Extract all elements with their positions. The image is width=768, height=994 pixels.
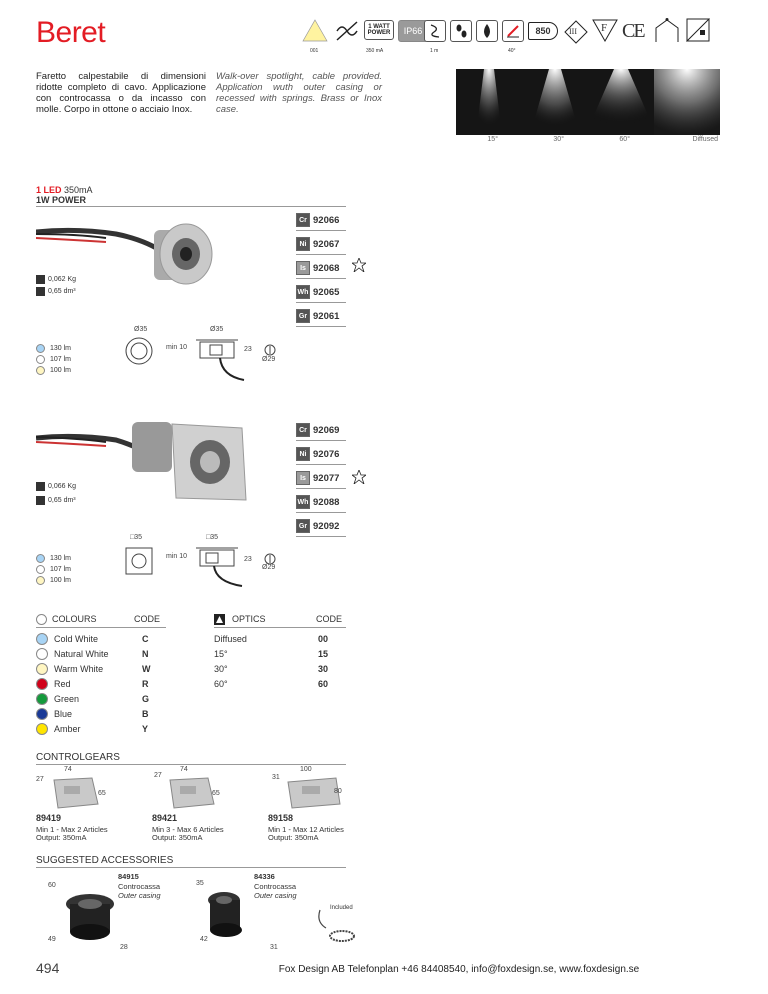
product1-code-row — [296, 306, 346, 326]
optic-row — [214, 661, 346, 676]
load-850-value: 850 — [535, 26, 551, 36]
finish-tag: Is — [296, 261, 310, 275]
beam-image-15 — [456, 69, 522, 135]
colour-name: Amber — [54, 723, 81, 734]
row-divider — [296, 536, 346, 537]
footer-text: Fox Design AB Telefonplan +46 84408540, info@foxdesign.se, www.foxdesign.se — [278, 964, 640, 975]
product-code: 92066 — [313, 214, 340, 226]
cold-white-swatch — [36, 633, 48, 645]
cg2-dim-d: 65 — [212, 790, 220, 797]
product-code: 92077 — [313, 472, 340, 484]
product-code: 92068 — [313, 262, 340, 274]
row-divider — [296, 464, 346, 465]
warning-icon — [302, 18, 328, 44]
product2-code-row — [296, 444, 346, 464]
cg1-driver-image — [50, 776, 100, 812]
product-code: 92061 — [313, 310, 340, 322]
cg1-line2: Output: 350mA — [36, 833, 87, 842]
row-divider — [296, 278, 346, 279]
row-divider — [296, 302, 346, 303]
cg3-dim-w: 100 — [300, 766, 312, 773]
acc1-code: 84915 — [118, 872, 139, 881]
beam-label-30: 30° — [553, 136, 564, 143]
colour-circle-icon — [36, 614, 47, 625]
no-transformer-icon — [334, 20, 360, 44]
acc1-dim3: 28 — [120, 944, 128, 951]
acc1-dim1: 60 — [48, 882, 56, 889]
finish-tag: Cr — [296, 213, 310, 227]
weight-icon — [36, 275, 45, 284]
cg2-dim-h: 27 — [154, 772, 162, 779]
temp-caption: 40° — [508, 48, 516, 54]
colours-header: COLOURS — [52, 614, 97, 624]
optic-row — [214, 676, 346, 691]
water-drop-icon — [476, 20, 498, 42]
natural-white-dot — [36, 355, 45, 364]
optic-code: 60 — [318, 678, 329, 689]
colour-row — [36, 721, 166, 736]
product2-code-row — [296, 420, 346, 440]
cg2-code: 89421 — [152, 813, 178, 823]
beam-image-60 — [588, 69, 654, 135]
p1-dim-min: min 10 — [166, 344, 188, 351]
power-line2: POWER — [367, 30, 391, 36]
warm-white-dot — [36, 576, 45, 585]
acc2-dim3: 31 — [270, 944, 278, 951]
p2-side-drawing — [192, 544, 252, 592]
colour-code: B — [142, 708, 149, 719]
colour-row — [36, 676, 166, 691]
p2-lumens — [36, 553, 71, 586]
product-code: 92092 — [313, 520, 340, 532]
finish-tag: Gr — [296, 519, 310, 533]
star-icon — [352, 470, 366, 486]
p1-side-drawing — [192, 336, 252, 384]
product2-code-row — [296, 492, 346, 512]
optics-table — [214, 631, 346, 691]
cg1-dim-d: 65 — [98, 790, 106, 797]
finish-tag: Ni — [296, 237, 310, 251]
amber-swatch — [36, 723, 48, 735]
optic-name: 30° — [214, 663, 228, 674]
optic-name: 60° — [214, 678, 228, 689]
warning-caption: 001 — [310, 48, 319, 54]
finish-tag: Is — [296, 471, 310, 485]
led-current: 350mA — [64, 185, 93, 195]
cg3-dim-h: 31 — [272, 774, 280, 781]
colour-name: Cold White — [54, 633, 99, 644]
colour-row — [36, 631, 166, 646]
ce-mark: CE — [622, 20, 644, 42]
cable-caption: 1 m — [430, 48, 439, 54]
lumen-value: 130 lm — [50, 555, 72, 562]
lumen-row — [36, 575, 71, 586]
p2-front-drawing — [124, 546, 154, 578]
star-icon — [352, 258, 366, 274]
optics-divider — [214, 627, 346, 628]
product1-code-row — [296, 282, 346, 302]
optic-name: 15° — [214, 648, 228, 659]
product2-codes — [296, 420, 346, 537]
colours-code-header: CODE — [134, 614, 161, 624]
cg2-line1: Min 3 - Max 6 Articles — [152, 825, 224, 834]
colour-row — [36, 661, 166, 676]
accessories-heading: SUGGESTED ACCESSORIES — [36, 855, 174, 866]
product2-volume — [36, 496, 76, 505]
weight-icon — [36, 482, 45, 491]
row-divider — [296, 488, 346, 489]
colour-code: N — [142, 648, 149, 659]
colours-table — [36, 631, 166, 736]
cg2-desc — [152, 826, 224, 842]
power-caption: 350 mA — [366, 48, 384, 54]
natural-white-swatch — [36, 648, 48, 660]
optics-code-header: CODE — [316, 614, 343, 624]
header-icons — [302, 18, 732, 58]
finish-tag: Wh — [296, 285, 310, 299]
cg1-dim-h: 27 — [36, 776, 44, 783]
controlgears-heading: CONTROLGEARS — [36, 752, 120, 763]
cg1-desc — [36, 826, 108, 842]
power-badge — [364, 20, 394, 40]
lumen-value: 107 lm — [50, 566, 72, 573]
volume-icon — [36, 496, 45, 505]
row-divider — [296, 440, 346, 441]
product1-weight — [36, 275, 76, 284]
colour-code: R — [142, 678, 149, 689]
weight-value: 0,066 Kg — [48, 483, 77, 490]
beam-label-diffused: Diffused — [692, 136, 718, 143]
p2-dim-front-value: 35 — [134, 534, 143, 541]
row-divider — [296, 254, 346, 255]
cable-icon — [424, 20, 446, 42]
colour-name: Green — [54, 693, 80, 704]
optic-row — [214, 646, 346, 661]
acc1-label-en: Outer casing — [118, 891, 161, 900]
recessed-house-icon — [654, 18, 680, 46]
page-title: Beret — [36, 16, 106, 49]
cg3-line2: Output: 350mA — [268, 833, 319, 842]
lumen-row — [36, 564, 71, 575]
row-divider — [296, 512, 346, 513]
cg1-line1: Min 1 - Max 2 Articles — [36, 825, 108, 834]
acc1-label-it: Controcassa — [118, 882, 161, 891]
led-count: 1 LED — [36, 185, 62, 195]
colour-code: C — [142, 633, 149, 644]
product-code: 92076 — [313, 448, 340, 460]
product-code: 92067 — [313, 238, 340, 250]
product2-code-row — [296, 468, 346, 488]
colour-row — [36, 706, 166, 721]
lumen-row — [36, 354, 71, 365]
p2-dim-min: min 10 — [166, 553, 188, 560]
p1-dim-h: 23 — [244, 346, 252, 353]
optic-row — [214, 631, 346, 646]
optic-code: 00 — [318, 633, 329, 644]
lumen-row — [36, 553, 71, 564]
red-swatch — [36, 678, 48, 690]
acc1-dim2: 49 — [48, 936, 56, 943]
ground-recessed-icon — [686, 18, 712, 46]
colours-divider — [36, 627, 166, 628]
cg3-dim-d: 80 — [334, 788, 342, 795]
volume-value: 0,65 dm³ — [48, 497, 76, 504]
cg3-desc — [268, 826, 344, 842]
p1-front-drawing — [124, 336, 154, 368]
product1-volume — [36, 287, 76, 296]
finish-tag: Cr — [296, 423, 310, 437]
page-number: 494 — [36, 960, 60, 976]
cg3-code: 89158 — [268, 813, 294, 823]
product-code: 92069 — [313, 424, 340, 436]
temperature-icon — [502, 20, 524, 42]
beam-label-15: 15° — [487, 136, 498, 143]
p1-dim-hole: Ø29 — [262, 356, 276, 363]
cg3-line1: Min 1 - Max 12 Articles — [268, 825, 344, 834]
lumen-row — [36, 343, 71, 354]
p1-dim-side: Ø35 — [210, 326, 224, 333]
green-swatch — [36, 693, 48, 705]
product-code: 92065 — [313, 286, 340, 298]
lumen-value: 107 lm — [50, 356, 72, 363]
p1-dim-front: Ø35 — [134, 326, 148, 333]
volume-icon — [36, 287, 45, 296]
beam-image-diffused — [654, 69, 720, 135]
product2-weight — [36, 482, 76, 491]
finish-tag: Ni — [296, 447, 310, 461]
colour-row — [36, 691, 166, 706]
product1-code-row — [296, 258, 346, 278]
acc1-outer-casing-image — [60, 892, 120, 944]
led-power: 1W POWER — [36, 195, 87, 205]
weight-value: 0,062 Kg — [48, 276, 77, 283]
acc2-dim2: 42 — [200, 936, 208, 943]
ip-rating-badge: IP66 — [398, 20, 428, 42]
row-divider — [296, 326, 346, 327]
product1-codes — [296, 210, 346, 327]
optic-code: 15 — [318, 648, 329, 659]
f-mark-label: F — [601, 22, 608, 34]
optics-header-icon — [214, 614, 225, 627]
beam-image-30 — [522, 69, 588, 135]
colour-code: G — [142, 693, 150, 704]
class-iii-label: III — [569, 27, 577, 36]
natural-white-dot — [36, 565, 45, 574]
finish-tag: Gr — [296, 309, 310, 323]
blue-swatch — [36, 708, 48, 720]
optic-code: 30 — [318, 663, 329, 674]
cg1-dim-w: 74 — [64, 766, 72, 773]
product-code: 92088 — [313, 496, 340, 508]
acc2-dim1: 35 — [196, 880, 204, 887]
p1-lumens — [36, 343, 71, 376]
warm-white-swatch — [36, 663, 48, 675]
accessories-divider — [36, 867, 346, 868]
description-english: Walk-over spotlight, cable provided. Application wuth outer casing or recessed with springs. Brass or Inox case. — [216, 71, 382, 115]
spring-clip-icon — [316, 906, 360, 948]
included-label: Included — [330, 905, 353, 911]
colour-code: W — [142, 663, 151, 674]
p2-dim-h: 23 — [244, 556, 252, 563]
power-line1: 1 WATT — [368, 24, 390, 30]
description-italian: Faretto calpestabile di dimensioni ridotte completo di cavo. Applicazione con controcassa o da incasso con molle. Corpo in ottone o acciaio Inox. — [36, 71, 206, 115]
cg2-line2: Output: 350mA — [152, 833, 203, 842]
colours-header-icon — [36, 614, 47, 627]
acc2-outer-casing-image — [202, 890, 252, 942]
cold-white-dot — [36, 554, 45, 563]
footer-contact — [0, 964, 768, 975]
colour-name: Red — [54, 678, 71, 689]
finish-tag: Wh — [296, 495, 310, 509]
product1-code-row — [296, 234, 346, 254]
acc2-label-it: Controcassa — [254, 882, 297, 891]
lumen-value: 130 lm — [50, 345, 72, 352]
colour-name: Warm White — [54, 663, 104, 674]
optic-name: Diffused — [214, 633, 247, 644]
beam-label-60: 60° — [619, 136, 630, 143]
led-section-heading — [36, 185, 93, 205]
lumen-row — [36, 365, 71, 376]
colour-row — [36, 646, 166, 661]
p2-dim-side: □35 — [206, 534, 219, 541]
load-850-icon — [528, 22, 558, 40]
colour-code: Y — [142, 723, 149, 734]
p2-dim-hole: Ø29 — [262, 564, 276, 571]
lumen-value: 100 lm — [50, 577, 72, 584]
section-divider — [36, 206, 346, 207]
cg2-driver-image — [166, 776, 216, 812]
product2-code-row — [296, 516, 346, 536]
warm-white-dot — [36, 366, 45, 375]
optics-header: OPTICS — [232, 614, 266, 624]
colour-name: Blue — [54, 708, 73, 719]
acc2-code: 84336 — [254, 872, 275, 881]
p2-dim-side-value: 35 — [210, 534, 219, 541]
controlgears-divider — [36, 764, 346, 765]
p2-dim-front: □35 — [130, 534, 143, 541]
cg1-code: 89419 — [36, 813, 62, 823]
colour-name: Natural White — [54, 648, 109, 659]
cold-white-dot — [36, 344, 45, 353]
lumen-value: 100 lm — [50, 367, 72, 374]
product1-code-row — [296, 210, 346, 230]
acc2-label-en: Outer casing — [254, 891, 297, 900]
row-divider — [296, 230, 346, 231]
volume-value: 0,65 dm³ — [48, 288, 76, 295]
cg2-dim-w: 74 — [180, 766, 188, 773]
walkover-icon — [450, 20, 472, 42]
